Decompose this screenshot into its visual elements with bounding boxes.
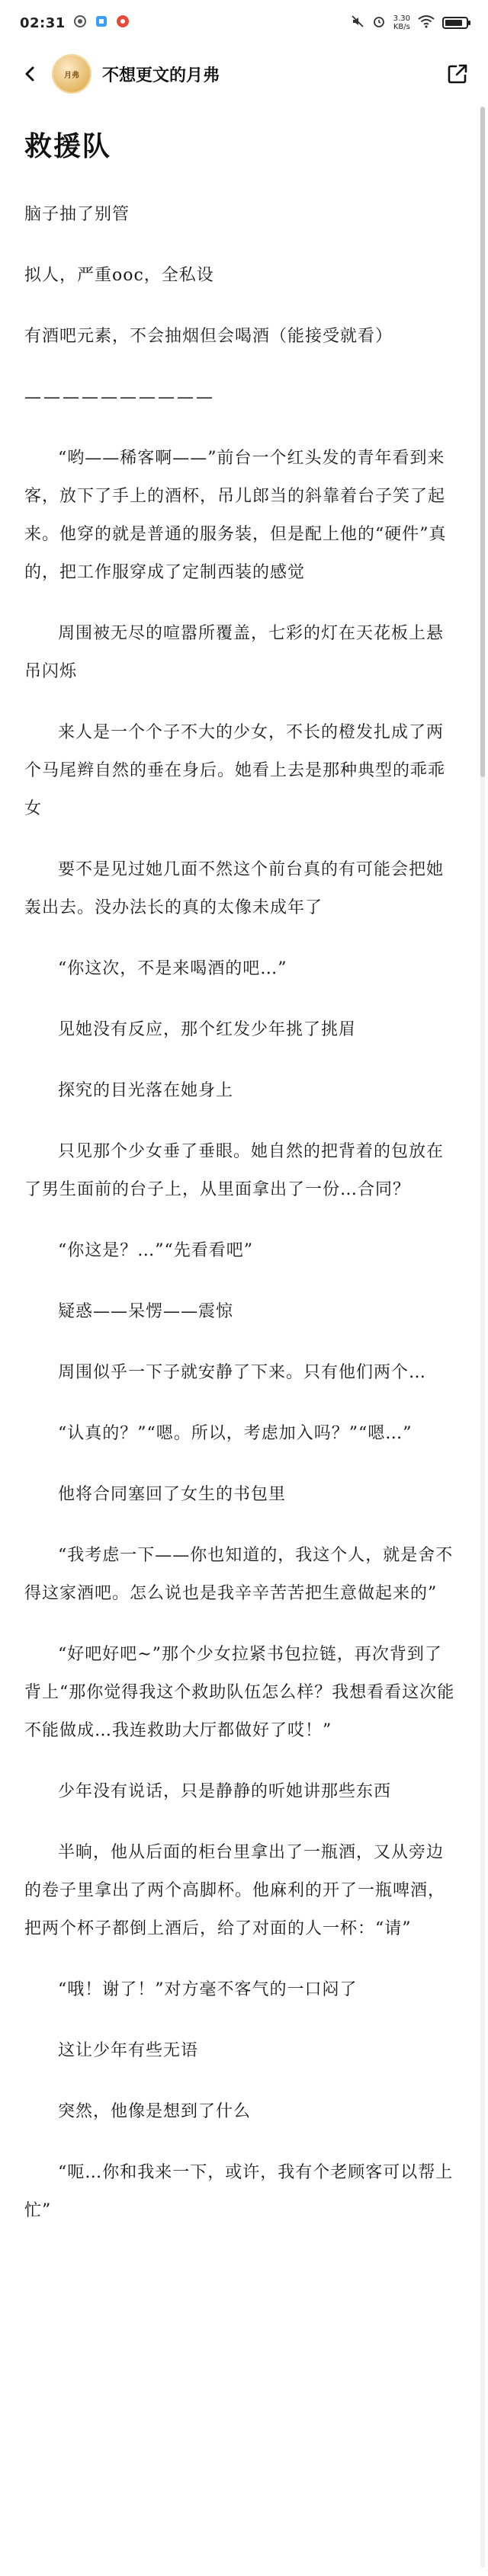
article-paragraph: 疑惑——呆愣——震惊 bbox=[58, 1302, 234, 1321]
article-paragraph: 突然，他像是想到了什么 bbox=[58, 2102, 252, 2121]
author-name[interactable]: 不想更文的月弗 bbox=[102, 66, 220, 85]
article-paragraph: 只见那个少女垂了垂眼。她自然的把背着的包放在了男生面前的台子上，从里面拿出了一份…合同？ bbox=[24, 1142, 445, 1199]
article-content bbox=[24, 114, 456, 2253]
article-paragraph: “哦！谢了！”对方毫不客气的一口闷了 bbox=[58, 1980, 358, 1999]
app-notification-icon bbox=[95, 14, 108, 31]
status-bar-left bbox=[20, 14, 130, 31]
article-paragraph: 少年没有说话，只是静静的听她讲那些东西 bbox=[58, 1782, 392, 1801]
alarm-icon bbox=[372, 14, 386, 31]
share-button[interactable] bbox=[441, 57, 474, 91]
battery-level-fill bbox=[445, 20, 462, 26]
article-title: 救援队 bbox=[24, 131, 112, 162]
article-paragraph: “呃…你和我来一下，或许，我有个老顾客可以帮上忙” bbox=[24, 2163, 454, 2220]
status-time: 02:31 bbox=[20, 14, 66, 31]
back-button[interactable] bbox=[14, 57, 47, 91]
article-paragraph: 有酒吧元素，不会抽烟但会喝酒（能接受就看） bbox=[24, 327, 393, 346]
article-paragraph: 他将合同塞回了女生的书包里 bbox=[58, 1485, 287, 1504]
app-header bbox=[0, 47, 488, 101]
article-paragraph: “我考虑一下——你也知道的，我这个人，就是舍不得这家酒吧。怎么说也是我辛辛苦苦把生意做起来的” bbox=[24, 1546, 454, 1603]
mute-icon bbox=[351, 14, 364, 31]
article-paragraph: “认真的？”“嗯。所以，考虑加入吗？”“嗯…” bbox=[58, 1424, 413, 1443]
article-paragraph: 周围似乎一下子就安静了下来。只有他们两个… bbox=[58, 1363, 427, 1382]
article-paragraph: 半晌，他从后面的柜台里拿出了一瓶酒，又从旁边的卷子里拿出了两个高脚杯。他麻利的开了一瓶啤酒，把两个杯子都倒上酒后，给了对面的人一杯：“请” bbox=[24, 1843, 446, 1938]
status-bar bbox=[0, 0, 488, 46]
article-paragraph: 脑子抽了别管 bbox=[24, 205, 130, 224]
battery-icon bbox=[442, 17, 468, 29]
article-paragraph: 探究的目光落在她身上 bbox=[58, 1081, 234, 1100]
app-notification-icon bbox=[73, 14, 87, 31]
article-paragraph: “你这次，不是来喝酒的吧…” bbox=[58, 959, 287, 978]
article-paragraph: 要不是见过她几面不然这个前台真的有可能会把她轰出去。没办法长的真的太像未成年了 bbox=[24, 860, 445, 917]
article-paragraph: 这让少年有些无语 bbox=[58, 2041, 199, 2060]
app-notification-icon bbox=[116, 14, 130, 31]
status-bar-right bbox=[351, 14, 468, 31]
scrollbar[interactable] bbox=[480, 107, 485, 2568]
article-body bbox=[24, 196, 456, 2230]
share-icon bbox=[446, 62, 469, 85]
scrollbar-thumb[interactable] bbox=[480, 107, 485, 777]
avatar-label: 月弗 bbox=[64, 71, 79, 80]
network-speed-unit: KB/s bbox=[393, 23, 410, 31]
article-paragraph: 见她没有反应，那个红发少年挑了挑眉 bbox=[58, 1020, 357, 1039]
network-speed bbox=[393, 14, 410, 31]
network-speed-value: 3.30 bbox=[393, 14, 410, 23]
article-paragraph: 拟人，严重ooc，全私设 bbox=[24, 266, 214, 285]
chevron-left-icon bbox=[21, 65, 40, 83]
article-paragraph: 周围被无尽的喧嚣所覆盖，七彩的灯在天花板上悬吊闪烁 bbox=[24, 624, 445, 681]
article-paragraph: “哟——稀客啊——”前台一个红头发的青年看到来客，放下了手上的酒杯，吊儿郎当的斜靠着台子笑了起来。他穿的就是普通的服务装，但是配上他的“硬件”真的，把工作服穿成了定制西装的感觉 bbox=[24, 449, 447, 582]
author-avatar[interactable] bbox=[52, 54, 92, 94]
article-paragraph: “好吧好吧~”那个少女拉紧书包拉链，再次背到了背上“那你觉得我这个救助队伍怎么样？我想看看这次能不能做成…我连救助大厅都做好了哎！” bbox=[24, 1645, 455, 1740]
section-divider: —————————— bbox=[24, 388, 215, 407]
article-paragraph: 来人是一个个子不大的少女，不长的橙发扎成了两个马尾辫自然的垂在身后。她看上去是那种典型的乖乖女 bbox=[24, 723, 446, 818]
wifi-icon bbox=[418, 14, 435, 31]
article-paragraph: “你这是？…”“先看看吧” bbox=[58, 1241, 253, 1260]
